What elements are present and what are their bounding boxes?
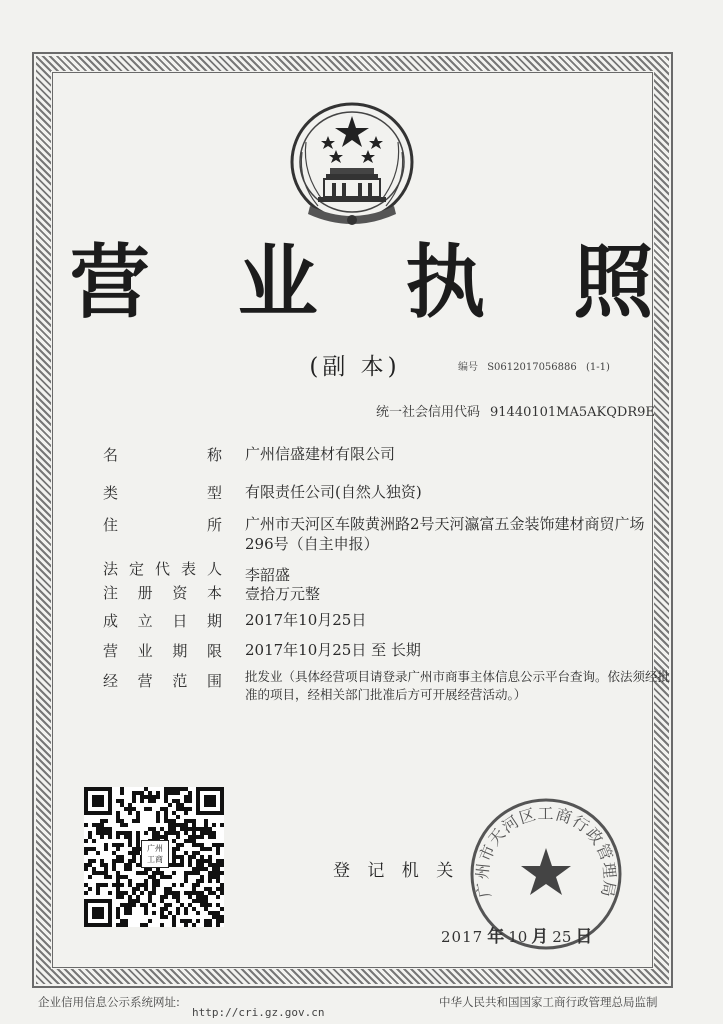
document-subtitle: (副 本) (309, 354, 401, 380)
seal-text: 广州市天河区工商行政管理局 (472, 803, 620, 900)
field-label-legal-rep: 法定代表人 (103, 560, 222, 578)
field-value-name: 广州信盛建材有限公司 (245, 445, 396, 463)
footer-website-url: http://cri.gz.gov.cn (192, 1006, 325, 1019)
registration-date (441, 922, 596, 947)
field-label-type: 类型 (103, 484, 222, 502)
credit-code-label: 统一社会信用代码 (376, 405, 481, 420)
field-value-capital: 壹拾万元整 (245, 585, 321, 603)
field-label-capital: 注册资本 (103, 584, 222, 602)
date-month-char: 月 (531, 927, 549, 947)
date-year: 2017 (441, 928, 484, 946)
national-emblem-icon (288, 102, 416, 238)
qr-badge-line1: 广州 (147, 844, 163, 853)
date-day-char: 日 (575, 927, 593, 947)
footer-website-label: 企业信用信息公示系统网址: (38, 995, 180, 1009)
field-value-scope: 批发业（具体经营项目请登录广州市商事主体信息公示平台查询。依法须经批准的项目，经相关部门批准后方可开展经营活动。） (245, 669, 671, 702)
document-title: 营 业 执 照 (69, 236, 684, 329)
qr-badge (141, 840, 169, 868)
credit-code (376, 401, 655, 420)
serial-label: 编号 (458, 362, 478, 373)
footer-issuer: 中华人民共和国国家工商行政管理总局监制 (439, 995, 658, 1009)
serial-suffix: (1-1) (585, 362, 610, 373)
field-label-address: 住所 (103, 516, 222, 534)
seal-star-icon (521, 848, 571, 895)
field-value-established: 2017年10月25日 (245, 611, 367, 629)
serial-value: S0612017056886 (487, 362, 577, 373)
field-value-legal-rep: 李韶盛 (245, 566, 291, 584)
date-year-char: 年 (487, 927, 505, 947)
date-month: 10 (508, 928, 528, 946)
field-label-name: 名称 (103, 446, 222, 464)
field-label-scope: 经营范围 (103, 672, 222, 690)
date-day: 25 (552, 928, 572, 946)
field-label-established: 成立日期 (103, 612, 222, 630)
field-label-term: 营业期限 (103, 642, 222, 660)
field-value-term: 2017年10月25日 至 长期 (245, 641, 421, 659)
registration-authority-label: 登 记 机 关 (333, 861, 460, 881)
credit-code-value: 91440101MA5AKQDR9E (490, 405, 655, 420)
qr-badge-line2: 工商 (147, 855, 163, 864)
serial-number (458, 358, 616, 373)
field-value-address: 广州市天河区车陂黄洲路2号天河瀛富五金装饰建材商贸广场296号（自主申报） (245, 515, 645, 553)
field-value-type: 有限责任公司(自然人独资) (245, 483, 422, 501)
